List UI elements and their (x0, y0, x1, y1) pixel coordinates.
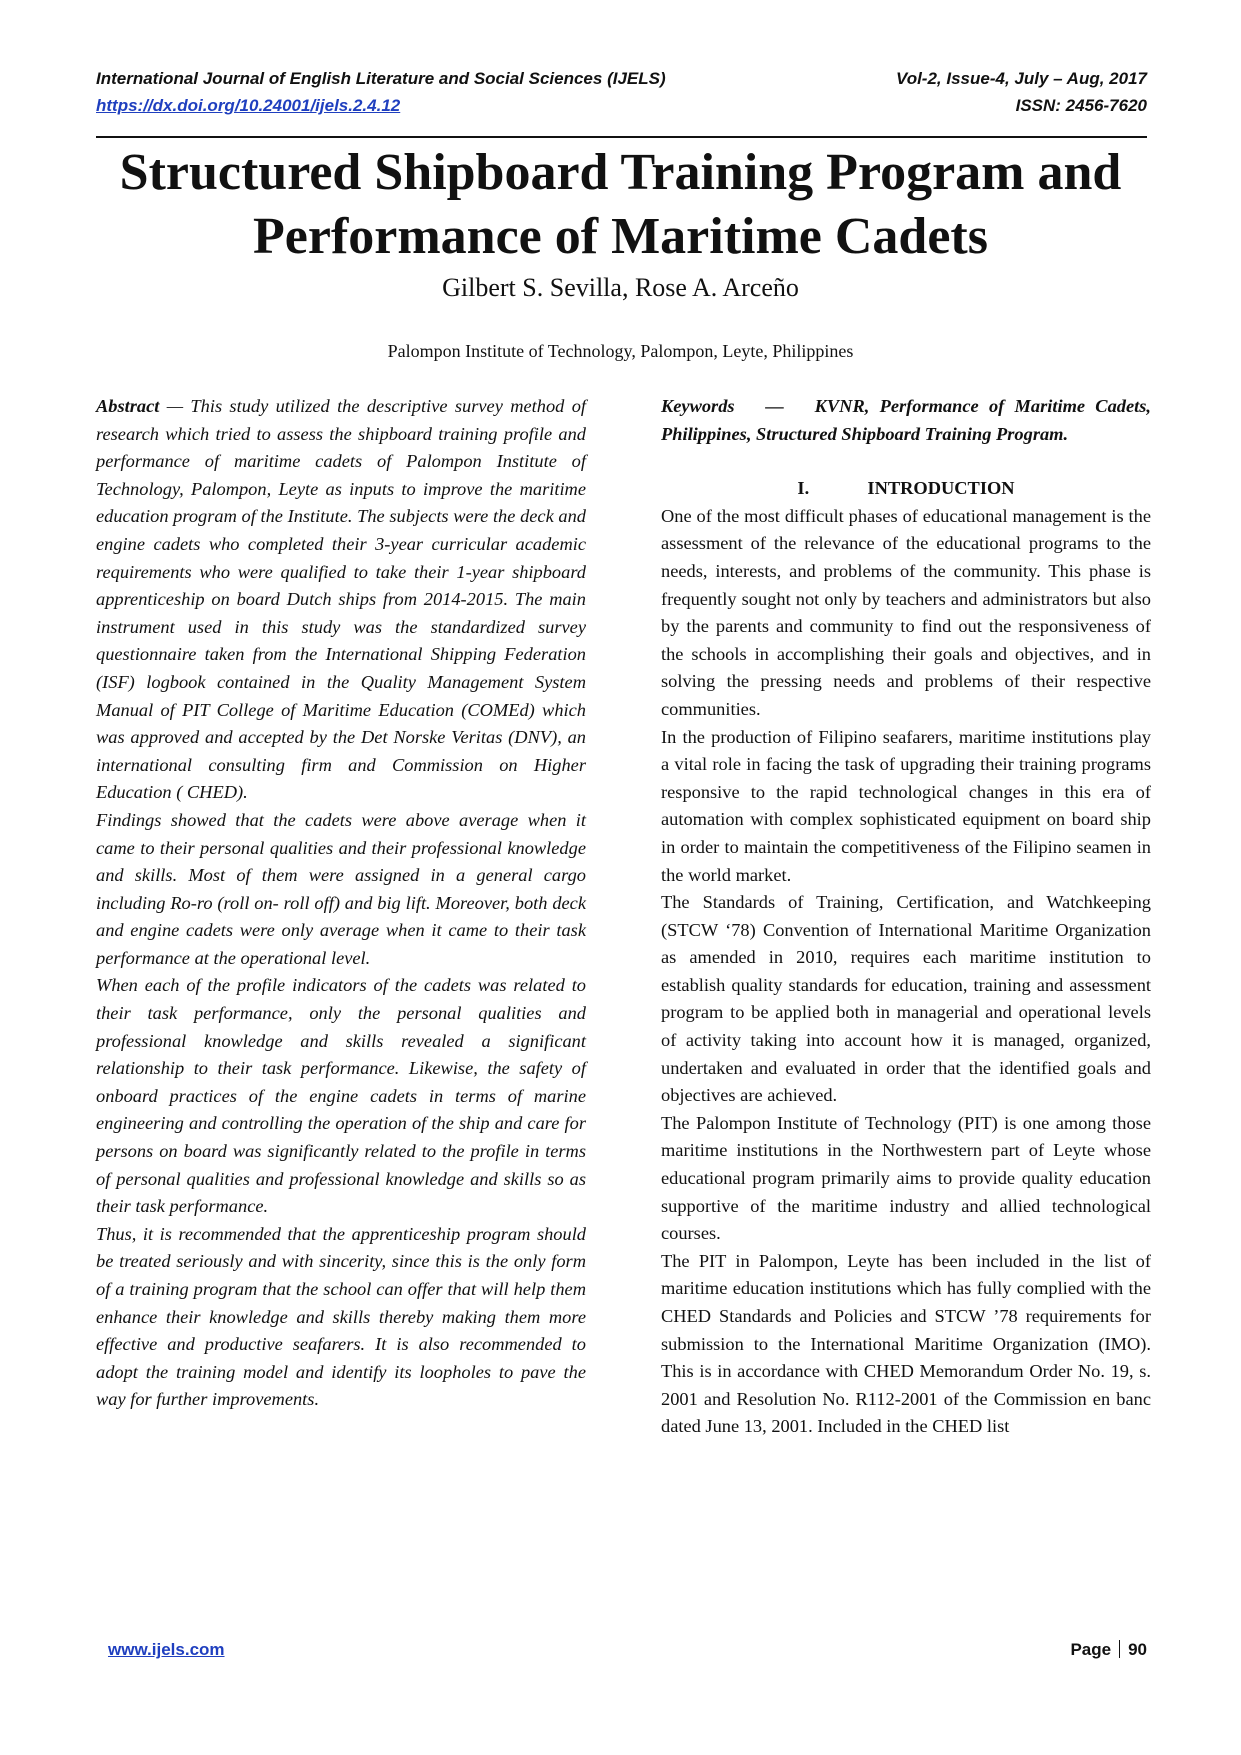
doi-link[interactable]: https://dx.doi.org/10.24001/ijels.2.4.12 (96, 96, 401, 115)
page-label: Page (1070, 1640, 1112, 1659)
body-paragraph: The Palompon Institute of Technology (PIT) is one among those maritime institutions in the Northwestern part of Leyte whose educational program primarily aims to provide quality education supportive of the maritime industry and allied technological courses. (661, 1112, 1151, 1244)
volume-info: Vol-2, Issue-4, July – Aug, 2017 (895, 69, 1147, 88)
right-column (661, 393, 1151, 1441)
paper-title: Structured Shipboard Training Program and Performance of Maritime Cadets (119, 144, 1122, 265)
page-number-block (1070, 1640, 1147, 1660)
body-paragraph: The PIT in Palompon, Leyte has been included in the list of maritime education institutions which has fully complied with the CHED Standards and Policies and STCW ’78 requirements for submission to the International Maritime Organization (IMO). This is in accordance with CHED Memorandum Order No. 19, s. 2001 and Resolution No. R112-2001 of the Commission en banc dated June 13, 2001. Included in the CHED list (661, 1250, 1151, 1437)
abstract-paragraph: When each of the profile indicators of the cadets was related to their task performance, only the personal qualities and professional knowledge and skills revealed a significant relationship to their task performance. Likewise, the safety of onboard practices of the engine cadets in terms of marine engineering and controlling the operation of the ship and care for persons on board was significantly related to the profile in terms of personal qualities and professional knowledge and skills so as their task performance. (96, 975, 586, 1217)
body-paragraph: One of the most difficult phases of educational management is the assessment of the relevance of the educational programs to the needs, interests, and problems of the community. This phase is frequently sought not only by teachers and administrators but also by the parents and community to find out the responsiveness of the schools in accomplishing their goals and objectives, and in solving the pressing needs and problems of their respective communities. (661, 505, 1151, 719)
body-paragraph: In the production of Filipino seafarers, maritime institutions play a vital role in facing the task of upgrading their training programs responsive to the rapid technological changes in this era of automation with complex sophisticated equipment on board ship in order to maintain the competitiveness of the Filipino seamen in the world market. (661, 726, 1151, 885)
abstract-paragraph: Findings showed that the cadets were above average when it came to their personal qualities and their professional knowledge and skills. Most of them were assigned in a general cargo including Ro-ro (roll on- roll off) and big lift. Moreover, both deck and engine cadets were only average when it came to their task performance at the operational level. (96, 809, 586, 968)
page-separator (1119, 1640, 1120, 1658)
keywords: Keywords — KVNR, Performance of Maritime Cadets, Philippines, Structured Shipboard Training Program. (661, 396, 1151, 444)
website-link[interactable]: www.ijels.com (108, 1640, 225, 1659)
keywords-label: Keywords (661, 396, 735, 416)
header-rule (96, 136, 1147, 138)
abstract-paragraph: Thus, it is recommended that the apprenticeship program should be treated seriously and with sincerity, since this is the only form of a training program that the school can offer that will help them enhance their knowledge and skills thereby making them more effective and productive seafarers. It is also recommended to adopt the training model and identify its loopholes to pave the way for further improvements. (96, 1223, 586, 1410)
body-paragraph: The Standards of Training, Certification, and Watchkeeping (STCW ‘78) Convention of International Maritime Organization as amended in 2010, requires each maritime institution to establish quality standards for education, training and assessment program to be applied both in managerial and operational levels of activity taking into account how it is managed, organized, undertaken and evaluated in order that the identified goals and objectives are achieved. (661, 892, 1151, 1106)
authors: Gilbert S. Sevilla, Rose A. Arceño (442, 273, 799, 302)
issn: ISSN: 2456-7620 (1015, 96, 1147, 115)
journal-name: International Journal of English Literature and Social Sciences (IJELS) (96, 69, 666, 88)
page-number: 90 (1128, 1640, 1147, 1659)
abstract-column (96, 393, 586, 1414)
abstract-label: Abstract (96, 396, 160, 416)
section-heading-introduction: I. INTRODUCTION (797, 478, 1015, 499)
abstract-paragraph: Abstract — This study utilized the descriptive survey method of research which tried to assess the shipboard training profile and performance of maritime cadets of Palompon Institute of Technology, Palompon, Leyte as inputs to improve the maritime education program of the Institute. The subjects were the deck and engine cadets who completed their 3-year curricular academic requirements who were qualified to take their 1-year shipboard apprenticeship on board Dutch ships from 2014-2015. The main instrument used in this study was the standardized survey questionnaire taken from the International Shipping Federation (ISF) logbook contained in the Quality Management System Manual of PIT College of Maritime Education (COMEd) which was approved and accepted by the Det Norske Veritas (DNV), an international consulting firm and Commission on Higher Education ( CHED). (96, 396, 586, 803)
affiliation: Palompon Institute of Technology, Palompon, Leyte, Philippines (387, 341, 854, 361)
